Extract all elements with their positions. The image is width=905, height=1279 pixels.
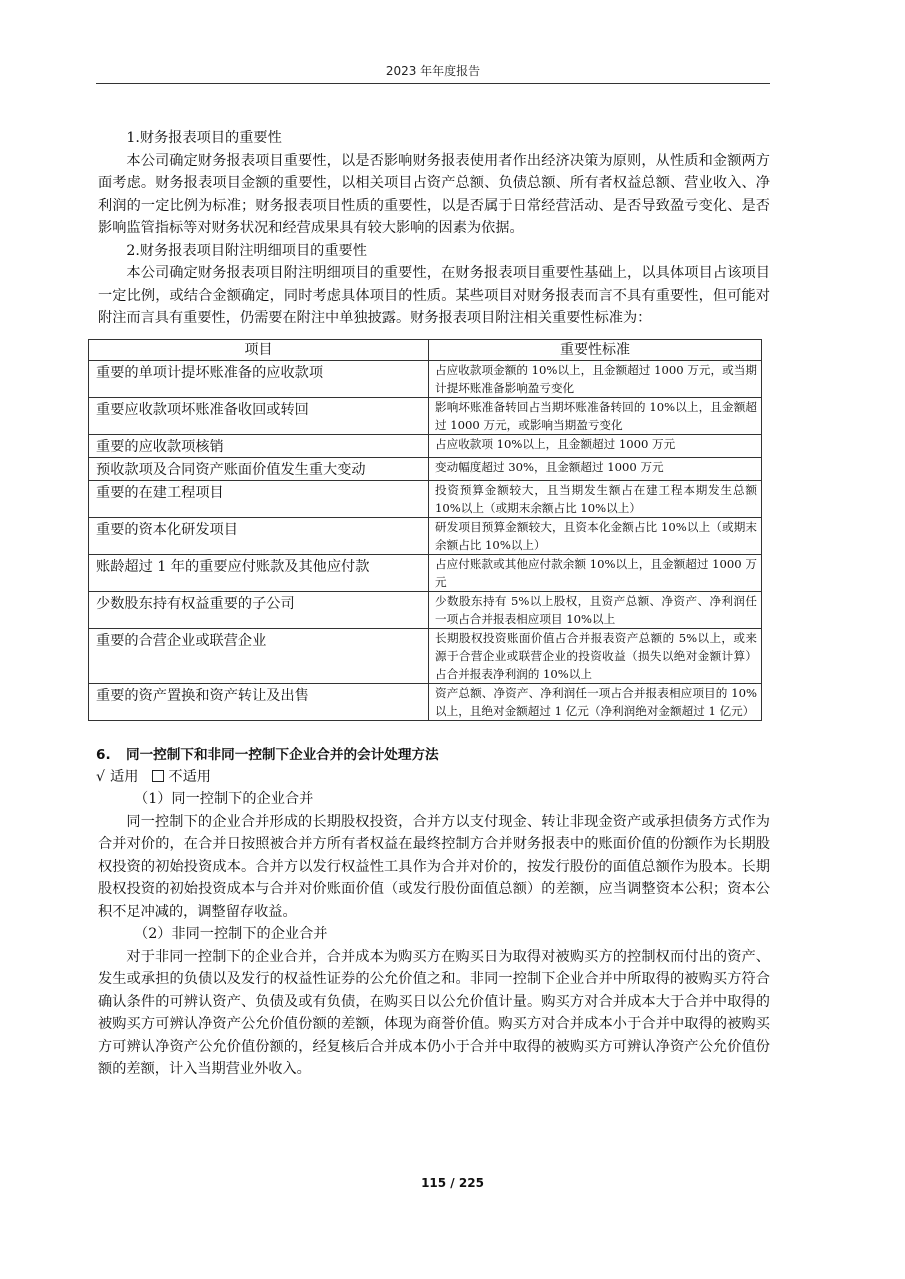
item-cell: 重要的合营企业或联营企业 [89, 628, 429, 683]
table-row [89, 683, 762, 720]
materiality-criteria-table [88, 339, 762, 721]
standard-cell: 变动幅度超过 30%，且金额超过 1000 万元 [429, 457, 762, 480]
table-row [89, 591, 762, 628]
standard-cell: 研发项目预算金额较大，且资本化金额占比 10%以上（或期末余额占比 10%以上） [429, 517, 762, 554]
paragraph-non-same-control: 对于非同一控制下的企业合并，合并成本为购买方在购买日为取得对被购买方的控制权而付出的资产、发生或承担的负债以及发行的权益性证券的公允价值之和。非同一控制下企业合并中所取得的被购买方符合确认条件的可辨认资产、负债及或有负债，在购买日以公允价值计量。购买方对合并成本大于合并中取得的被购买方可辨认净资产公允价值份额的差额，体现为商誉价值。购买方对合并成本小于合并中取得的被购买方可辨认净资产公允价值份额的，经复核后合并成本仍小于合并中取得的被购买方可辨认净资产公允价值份额的差额，计入当期营业外收入。 [98, 948, 770, 1077]
item-cell: 预收款项及合同资产账面价值发生重大变动 [89, 457, 429, 480]
check-mark-icon: √ [96, 768, 106, 785]
table-row [89, 457, 762, 480]
item-cell: 账龄超过 1 年的重要应付账款及其他应付款 [89, 554, 429, 591]
item-cell: 重要的在建工程项目 [89, 480, 429, 517]
paragraph-materiality-items: 本公司确定财务报表项目重要性，以是否影响财务报表使用者作出经济决策为原则，从性质和金额两方面考虑。财务报表项目金额的重要性，以相关项目占资产总额、负债总额、所有者权益总额、营业收入、净利润的一定比例为标准；财务报表项目性质的重要性，以是否属于日常经营活动、是否导致盈亏变化、是否影响监管指标等对财务状况和经营成果具有较大影响的因素为依据。 [98, 152, 770, 236]
section-6-title [96, 744, 770, 766]
column-header-item: 项目 [89, 339, 429, 360]
paragraph-same-control: 同一控制下的企业合并形成的长期股权投资，合并方以支付现金、转让非现金资产或承担债务方式作为合并对价的，在合并日按照被合并方所有者权益在最终控制方合并财务报表中的账面价值的份额作为长期股权投资的初始投资成本。合并方以发行权益性工具作为合并对价的，按发行股份的面值总额作为股本。长期股权投资的初始投资成本与合并对价账面价值（或发行股份面值总额）的差额，应当调整资本公积；资本公积不足冲减的，调整留存收益。 [98, 813, 770, 920]
item-cell: 重要的单项计提坏账准备的应收款项 [89, 360, 429, 397]
page-number: 115 / 225 [421, 1176, 484, 1190]
report-header: 2023 年年度报告 [385, 64, 481, 78]
standard-cell: 影响坏账准备转回占当期坏账准备转回的 10%以上，且金额超过 1000 万元，或影响当期盈亏变化 [429, 397, 762, 434]
paragraph-materiality-notes: 本公司确定财务报表项目附注明细项目的重要性，在财务报表项目重要性基础上，以具体项目占该项目一定比例，或结合金额确定，同时考虑具体项目的性质。某些项目对财务报表而言不具有重要性，但可能对附注而言具有重要性，仍需要在附注中单独披露。财务报表项目附注相关重要性标准为： [98, 265, 770, 326]
table-row [89, 360, 762, 397]
standard-cell: 长期股权投资账面价值占合并报表资产总额的 5%以上，或来源于合营企业或联营企业的投资收益（损失以绝对金额计算）占合并报表净利润的 10%以上 [429, 628, 762, 683]
table-row [89, 517, 762, 554]
standard-cell: 占应收款项 10%以上，且金额超过 1000 万元 [429, 434, 762, 457]
heading-materiality-items: 1.财务报表项目的重要性 [126, 130, 282, 146]
empty-checkbox-icon [152, 770, 164, 782]
item-cell: 少数股东持有权益重要的子公司 [89, 591, 429, 628]
subheading-same-control: （1）同一控制下的企业合并 [134, 791, 314, 807]
page-content [98, 127, 770, 1081]
column-header-standard: 重要性标准 [429, 339, 762, 360]
heading-materiality-notes: 2.财务报表项目附注明细项目的重要性 [126, 242, 367, 259]
standard-cell: 占应付账款或其他应付款余额 10%以上，且金额超过 1000 万元 [429, 554, 762, 591]
applicable-label: 适用 [110, 768, 139, 785]
standard-cell: 资产总额、净资产、净利润任一项占合并报表相应项目的 10%以上，且绝对金额超过 1 亿元（净利润绝对金额超过 1 亿元） [429, 683, 762, 720]
item-cell: 重要的应收款项核销 [89, 434, 429, 457]
standard-cell: 占应收款项金额的 10%以上，且金额超过 1000 万元，或当期计提坏账准备影响盈亏变化 [429, 360, 762, 397]
table-row [89, 434, 762, 457]
section-number: 6. [96, 746, 111, 763]
item-cell: 重要的资本化研发项目 [89, 517, 429, 554]
section-title-text: 同一控制下和非同一控制下企业合并的会计处理方法 [126, 746, 439, 763]
table-row [89, 628, 762, 683]
subheading-non-same-control: （2）非同一控制下的企业合并 [134, 926, 328, 942]
standard-cell: 少数股东持有 5%以上股权，且资产总额、净资产、净利润任一项占合并报表相应项目 10%以上 [429, 591, 762, 628]
table-row [89, 480, 762, 517]
table-row [89, 554, 762, 591]
not-applicable-label: 不适用 [168, 768, 211, 785]
item-cell: 重要应收款项坏账准备收回或转回 [89, 397, 429, 434]
item-cell: 重要的资产置换和资产转让及出售 [89, 683, 429, 720]
table-row [89, 397, 762, 434]
table-header-row [89, 339, 762, 360]
header-rule [96, 83, 770, 84]
applicability-line [96, 766, 770, 789]
standard-cell: 投资预算金额较大，且当期发生额占在建工程本期发生总额 10%以上（或期末余额占比 10%以上） [429, 480, 762, 517]
